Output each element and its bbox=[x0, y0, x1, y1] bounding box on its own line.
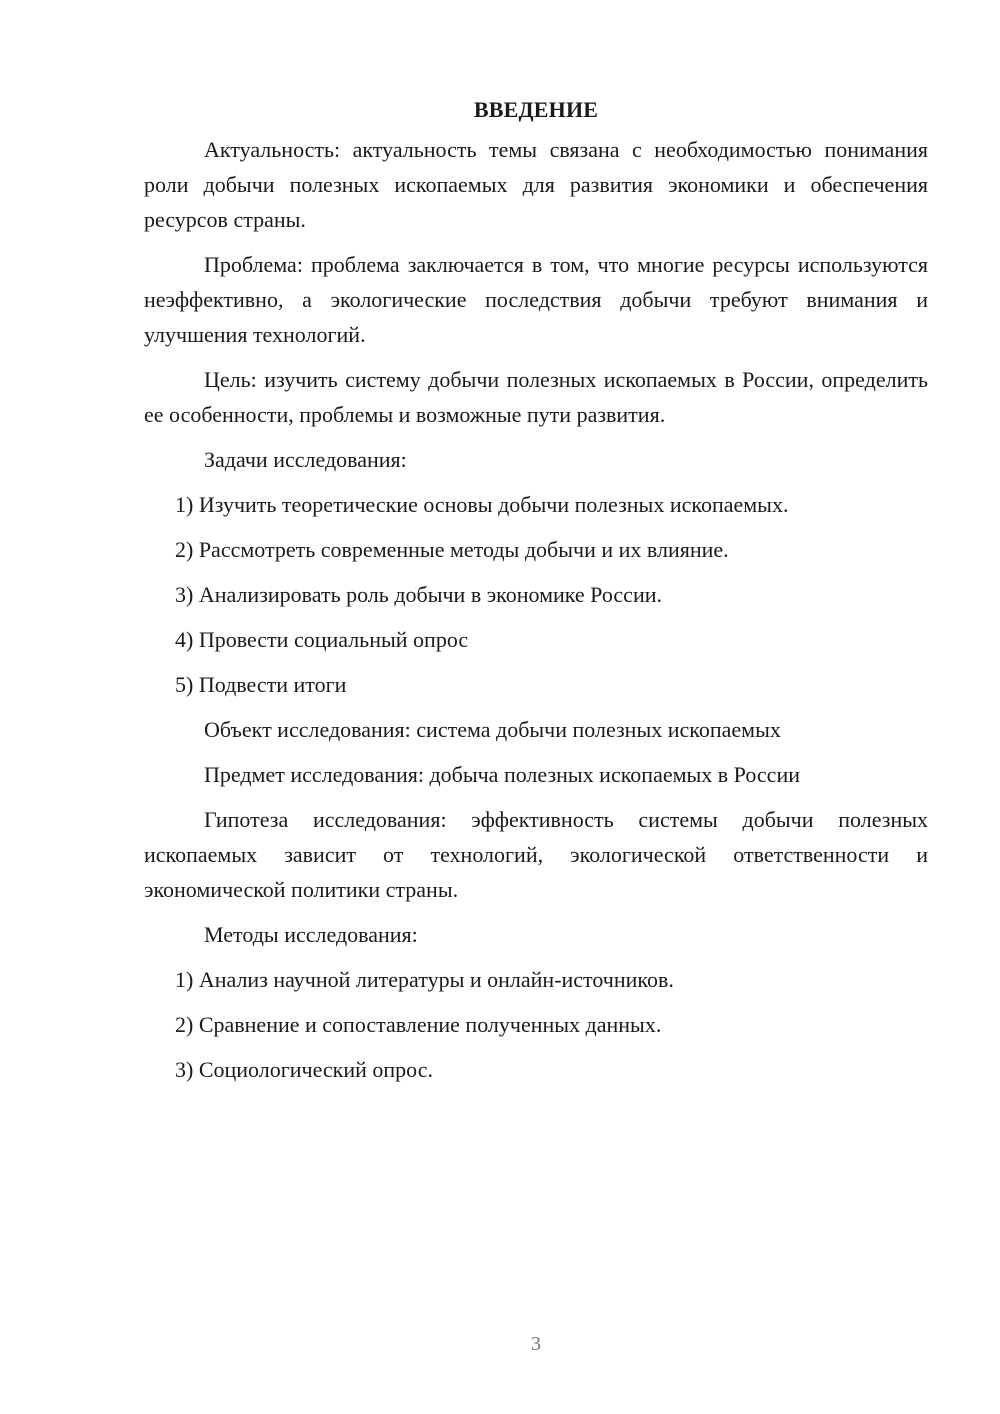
list-item: 5) Подвести итоги bbox=[175, 672, 347, 697]
methods-list bbox=[144, 962, 928, 1087]
list-item: 3) Социологический опрос. bbox=[175, 1057, 433, 1082]
hypothesis-paragraph: Гипотеза исследования: эффективность системы добычи полезных ископаемых зависит от технологий, экологической ответственности и экономической политики страны. bbox=[144, 807, 928, 902]
goal-paragraph: Цель: изучить систему добычи полезных ископаемых в России, определить ее особенности, проблемы и возможные пути развития. bbox=[144, 367, 928, 427]
list-item: 1) Анализ научной литературы и онлайн-источников. bbox=[175, 967, 674, 992]
list-item: 4) Провести социальный опрос bbox=[175, 627, 469, 652]
relevance-paragraph: Актуальность: актуальность темы связана с необходимостью понимания роли добычи полезных ископаемых для развития экономики и обеспечения ресурсов страны. bbox=[144, 137, 928, 232]
subject-line: Предмет исследования: добыча полезных ископаемых в России bbox=[204, 762, 800, 787]
list-item: 3) Анализировать роль добычи в экономике России. bbox=[175, 582, 662, 607]
document-page bbox=[144, 92, 928, 1097]
list-item: 2) Рассмотреть современные методы добычи и их влияние. bbox=[175, 537, 729, 562]
tasks-list bbox=[144, 487, 928, 702]
methods-label: Методы исследования: bbox=[204, 922, 418, 947]
list-item: 2) Сравнение и сопоставление полученных данных. bbox=[175, 1012, 662, 1037]
tasks-label: Задачи исследования: bbox=[204, 447, 407, 472]
list-item: 1) Изучить теоретические основы добычи полезных ископаемых. bbox=[175, 492, 789, 517]
object-line: Объект исследования: система добычи полезных ископаемых bbox=[204, 717, 781, 742]
page-number: 3 bbox=[531, 1333, 541, 1355]
page-title: ВВЕДЕНИЕ bbox=[473, 97, 599, 122]
problem-paragraph: Проблема: проблема заключается в том, что многие ресурсы используются неэффективно, а экологические последствия добычи требуют внимания и улучшения технологий. bbox=[144, 252, 928, 347]
